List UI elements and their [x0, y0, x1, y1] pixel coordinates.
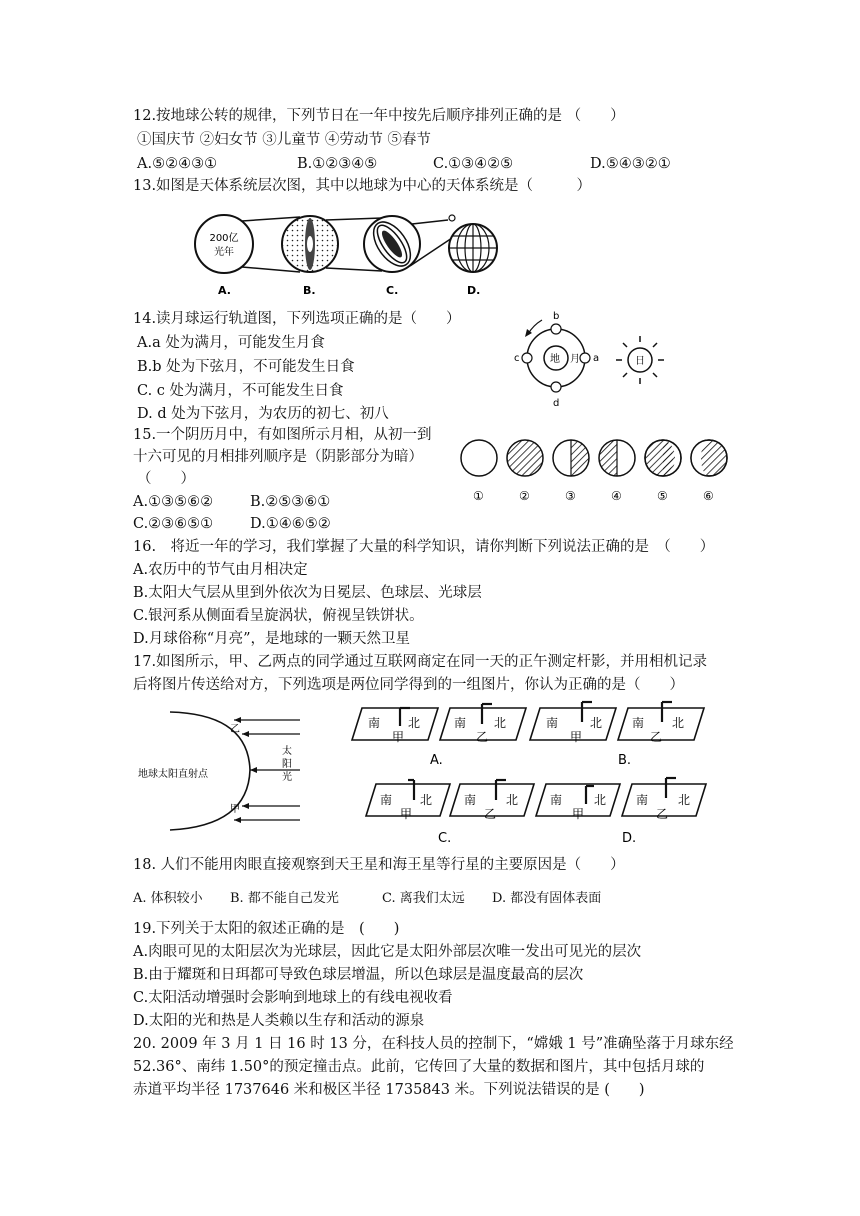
q14-stem: 14.读月球运行轨道图，下列选项正确的是（ ） — [133, 311, 461, 327]
fig13-label-b: B. — [303, 284, 316, 297]
q18-option-b: B. 都不能自己发光 — [230, 891, 339, 906]
direct-point-label: 地球太阳直射点 — [138, 769, 208, 780]
q19-option-a: A.肉眼可见的太阳层次为光球层，因此它是太阳外部层次唯一发出可见光的层次 — [133, 944, 642, 960]
q12-option-b: B.①②③④⑤ — [297, 156, 378, 172]
level-c-solar-system — [364, 215, 420, 272]
q18-option-d: D. 都没有固体表面 — [492, 891, 602, 906]
q15-stem-line-3: （ ） — [137, 471, 195, 487]
q19-option-d: D.太阳的光和热是人类赖以生存和活动的源泉 — [133, 1013, 425, 1029]
phase-label-5: ⑤ — [657, 489, 668, 503]
level-d-earth-globe — [449, 224, 497, 272]
fig13-label-d: D. — [467, 284, 481, 297]
figure-text-200: 200亿 — [209, 233, 239, 244]
c-south-2: 南 — [464, 793, 477, 807]
a-jia: 甲 — [392, 730, 405, 744]
q20-stem-line-3: 赤道平均半径 1737646 米和极区半径 1735843 米。下列说法错误的是 ( ) — [133, 1082, 645, 1098]
phase-label-2: ② — [519, 489, 530, 503]
point-c-label: c — [514, 353, 520, 364]
q14-option-d: D. d 处为下弦月，为农历的初七、初八 — [137, 406, 389, 422]
q18-option-a: A. 体积较小 — [133, 891, 203, 906]
c-south-1: 南 — [380, 793, 393, 807]
option-a-images — [352, 704, 526, 768]
phase-6-crescent — [691, 440, 727, 476]
yi-point-label: 乙 — [230, 724, 240, 735]
q18-option-c: C. 离我们太远 — [382, 891, 465, 906]
q15-option-d: D.①④⑥⑤② — [250, 516, 331, 532]
option-c-images — [366, 780, 534, 846]
phase-label-1: ① — [473, 489, 484, 503]
moon-position-b — [551, 324, 561, 334]
phase-4-half — [597, 436, 635, 480]
option-b-images — [530, 702, 704, 768]
q19-option-b: B.由于耀斑和日珥都可导致色球层增温，所以色球层是温度最高的层次 — [133, 967, 584, 983]
point-d-label: d — [553, 398, 560, 409]
q13-stem: 13.如图是天体系统层次图，其中以地球为中心的天体系统是（ ） — [133, 178, 592, 194]
phase-3-half — [553, 436, 591, 480]
q14-option-c: C. c 处为满月，不可能发生日食 — [137, 383, 344, 399]
moon-position-d — [551, 382, 561, 392]
q15-option-c: C.②③⑥⑤① — [133, 516, 214, 532]
a-yi: 乙 — [476, 730, 489, 744]
q20-stem-line-2: 52.36°、南纬 1.50°的预定撞击点。此前，它传回了大量的数据和图片，其中包括月球的 — [133, 1059, 705, 1075]
q14-option-b: B.b 处为下弦月，不可能发生日食 — [137, 359, 355, 375]
phase-label-3: ③ — [565, 489, 576, 503]
fig13-label-a: A. — [218, 284, 231, 297]
phase-1-new-moon — [461, 440, 497, 476]
moon-orbit-figure — [508, 310, 678, 410]
earth-label: 地 — [550, 354, 560, 365]
option-d-images — [536, 778, 706, 846]
a-north-2: 北 — [494, 716, 507, 730]
q16-option-c: C.银河系从侧面看呈旋涡状，俯视呈铁饼状。 — [133, 608, 424, 624]
sun-earth-diagram — [130, 708, 308, 832]
c-north-2: 北 — [506, 793, 519, 807]
d-north-1: 北 — [594, 793, 607, 807]
q12-items: ①国庆节 ②妇女节 ③儿童节 ④劳动节 ⑤春节 — [137, 132, 431, 148]
q12-option-c: C.①③④②⑤ — [433, 156, 514, 172]
a-north-1: 北 — [408, 716, 421, 730]
moon-label: 月 — [570, 354, 580, 365]
q19-option-c: C.太阳活动增强时会影响到地球上的有线电视收看 — [133, 990, 453, 1006]
b-south-1: 南 — [546, 716, 559, 730]
q15-stem-line-1: 15.一个阴历月中，有如图所示月相，从初一到 — [133, 427, 432, 443]
b-jia: 甲 — [570, 730, 583, 744]
sunlight-char-1: 太 — [282, 746, 292, 757]
level-a-circle — [195, 215, 253, 273]
q12-option-d: D.⑤④③②① — [590, 156, 671, 172]
level-b-galaxy — [282, 216, 338, 272]
q12-stem: 12.按地球公转的规律，下列节日在一年中按先后顺序排列正确的是 （ ） — [133, 108, 625, 124]
q20-stem-line-1: 20. 2009 年 3 月 1 日 16 时 13 分，在科技人员的控制下，“嫦娥 1 号”准确坠落于月球东经 — [133, 1036, 734, 1052]
b-north-1: 北 — [590, 716, 603, 730]
d-north-2: 北 — [678, 793, 691, 807]
option-b-label: B. — [618, 753, 632, 768]
q12-option-a: A.⑤②④③① — [137, 156, 218, 172]
c-yi: 乙 — [484, 807, 497, 821]
a-south-1: 南 — [368, 716, 381, 730]
moon-position-a — [580, 353, 590, 363]
jia-point-label: 甲 — [230, 804, 240, 815]
figure-text-lightyear: 光年 — [214, 247, 234, 258]
q16-option-d: D.月球俗称“月亮”，是地球的一颗天然卫星 — [133, 631, 411, 647]
c-jia: 甲 — [400, 807, 413, 821]
b-south-2: 南 — [632, 716, 645, 730]
q18-stem: 18. 人们不能用肉眼直接观察到天王星和海王星等行星的主要原因是（ ） — [133, 857, 625, 873]
q16-option-b: B.太阳大气层从里到外依次为日冕层、色球层、光球层 — [133, 585, 482, 601]
sun-symbol — [616, 336, 664, 384]
d-yi: 乙 — [656, 807, 669, 821]
d-south-1: 南 — [550, 793, 563, 807]
option-d-label: D. — [622, 831, 637, 846]
option-c-label: C. — [438, 831, 452, 846]
point-a-label: a — [593, 353, 600, 364]
q16-option-a: A.农历中的节气由月相决定 — [133, 562, 308, 578]
pole-shadow-options — [350, 700, 720, 852]
sun-label: 日 — [635, 356, 645, 367]
option-a-label: A. — [430, 753, 443, 768]
moon-position-c — [522, 353, 532, 363]
point-b-label: b — [553, 311, 560, 322]
phase-label-4: ④ — [611, 489, 622, 503]
d-south-2: 南 — [636, 793, 649, 807]
a-south-2: 南 — [454, 716, 467, 730]
d-jia: 甲 — [572, 807, 585, 821]
q16-stem: 16. 将近一年的学习，我们掌握了大量的科学知识，请你判断下列说法正确的是 （ ） — [133, 539, 715, 555]
c-north-1: 北 — [420, 793, 433, 807]
q19-stem: 19.下列关于太阳的叙述正确的是 ( ) — [133, 921, 400, 937]
q15-stem-line-2: 十六可见的月相排列顺序是（阴影部分为暗） — [133, 449, 423, 465]
q14-option-a: A.a 处为满月，可能发生月食 — [137, 335, 325, 351]
q15-option-a: A.①③⑤⑥② — [133, 494, 214, 510]
sunlight-char-2: 阳 — [282, 759, 292, 770]
q15-option-b: B.②⑤③⑥① — [250, 494, 331, 510]
q17-stem-line-2: 后将图片传送给对方，下列选项是两位同学得到的一组图片，你认为正确的是（ ） — [133, 677, 684, 693]
phase-2-full-dark — [507, 440, 543, 476]
sunlight-char-3: 光 — [282, 772, 292, 783]
phase-5-gibbous — [645, 440, 681, 476]
celestial-hierarchy-figure — [190, 208, 510, 300]
fig13-label-c: C. — [386, 284, 399, 297]
q17-stem-line-1: 17.如图所示，甲、乙两点的同学通过互联网商定在同一天的正午测定杆影，并用相机记录 — [133, 654, 708, 670]
phase-label-6: ⑥ — [703, 489, 714, 503]
b-yi: 乙 — [650, 730, 663, 744]
b-north-2: 北 — [672, 716, 685, 730]
moon-phases-figure — [455, 436, 735, 506]
